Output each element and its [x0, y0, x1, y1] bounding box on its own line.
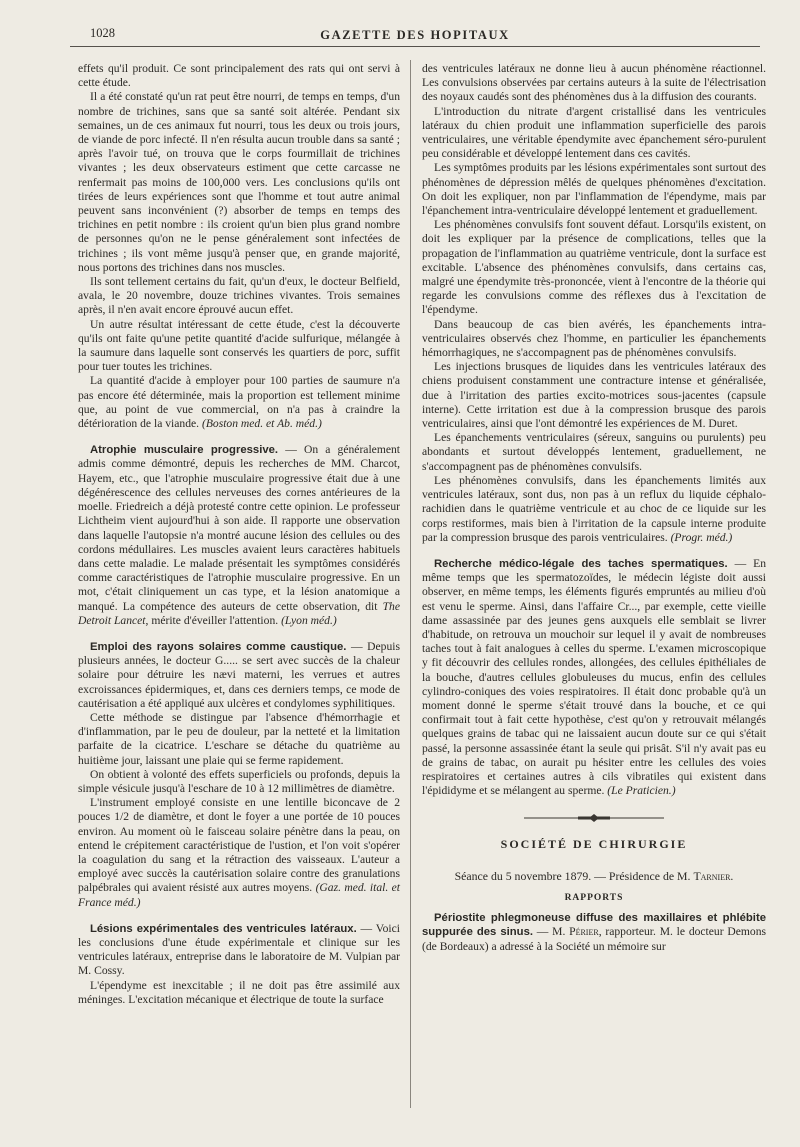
- paragraph: des ventricules latéraux ne donne lieu à aucun phénomène réactionnel. Les convulsions observées par certains auteurs à la suite de l'électrisation des noyaux caudés sont des phénomènes dus à la diffusion des courants.: [422, 62, 766, 104]
- paragraph: Les phénomènes convulsifs font souvent défaut. Lorsqu'ils existent, on doit les expliquer par la présence de complications, telles que la propagation de l'inflammation au quatrième ventricule, dont la surface est excitable. L'absence des phénomènes convulsifs, dans certains cas, malgré une épendymite très-prononcée, vient à l'encontre de la théorie qui regarde les convulsions comme des réflexes dus à l'excitation de l'épendyme.: [422, 218, 766, 317]
- left-column: [78, 62, 400, 1007]
- paragraph: Les injections brusques de liquides dans les ventricules latéraux des chiens produisent constamment une contracture intense et généralisée, due à l'irritation des parties excito-motrices sous-jacentes (capsule interne). Cette irritation est due à la compression brusque des parois ventriculaires, ainsi que l'ont démontré les expériences de M. Duret.: [422, 360, 766, 431]
- paragraph-text: La quantité d'acide à employer pour 100 parties de saumure n'a pas encore été déterminée, mais la proportion est tellement minime que, au point de vue commercial, on n'a pas à craindre la détérioration de la viande.: [78, 374, 400, 431]
- article-text: — Voici les conclusions d'une étude expérimentale et clinique sur les ventricules latéraux, entreprise dans le laboratoire de M. Vulpian par M. Cossy.: [78, 921, 400, 978]
- article-title: Emploi des rayons solaires comme caustique.: [90, 640, 347, 653]
- paragraph: [78, 374, 400, 431]
- column-divider: [410, 60, 411, 1108]
- paragraph: effets qu'il produit. Ce sont principalement des rats qui ont servi à cette étude.: [78, 62, 400, 90]
- journal-name: The Detroit Lancet: [78, 599, 400, 627]
- subsection-label: RAPPORTS: [564, 892, 624, 903]
- article-paragraph: [78, 640, 400, 711]
- source-citation: (Boston med. et Ab. méd.): [201, 417, 322, 431]
- article-paragraph: [78, 922, 400, 979]
- paragraph: Les épanchements ventriculaires (séreux, sanguins ou purulents) peu abondants et surtout développés lentement, graduellement, ne s'accompagnent pas de phénomènes convulsifs.: [422, 431, 766, 473]
- right-column: [422, 62, 766, 954]
- paragraph: Il a été constaté qu'un rat peut être nourri, de temps en temps, d'un nombre de trichines, sans que sa santé soit altérée. Pendant six semaines, un de ces animaux fut nourri, tous les deux ou trois jours, de viande de porc infecté. Il n'en résulta aucun trouble dans sa santé ; après l'avoir tué, on trouva que le corps fourmillait de trichines vivantes ; les deux observateurs estiment que cette carcasse ne renfermait pas moins de 100,000 vers. Les conclusions qu'ils ont tirées de leurs expériences sont que l'homme et tout autre animal peuvent sans inconvénient (?) absorber de temps en temps des trichines en petit nombre : ils croient qu'un bien plus grand nombre de personnes qu'on ne le pense généralement sont infectées de trichines ; ils vont même jusqu'à penser que, en grande majorité, nous portons des trichines dans nos muscles.: [78, 90, 400, 274]
- paragraph: [422, 474, 766, 545]
- source-citation: (Lyon méd.): [281, 613, 337, 627]
- paragraph: Ils sont tellement certains du fait, qu'un d'eux, le docteur Belfield, avala, le 20 novembre, douze trichines vivantes. Trois semaines après, il n'en avait encore éprouvé aucun effet.: [78, 275, 400, 317]
- section-heading: SOCIÉTÉ DE CHIRURGIE: [500, 836, 688, 851]
- ornament-rule-icon: [524, 814, 664, 822]
- session-end: .: [730, 868, 734, 883]
- article-atrophie: [78, 443, 400, 628]
- article-paragraph: [422, 557, 766, 798]
- source-citation: (Gaz. med. ital. et France méd.): [78, 881, 400, 909]
- paragraph: L'épendyme est inexcitable ; il ne doit pas être assimilé aux méninges. L'excitation mécanique et électrique de toute la surface: [78, 978, 400, 1006]
- page-header: [70, 22, 760, 46]
- journal-title: GAZETTE DES HOPITAUX: [320, 28, 510, 42]
- source-citation: (Progr. méd.): [670, 530, 733, 544]
- article-rayons-solaires: [78, 640, 400, 910]
- paragraph-text: Les phénomènes convulsifs, dans les épanchements limités aux ventricules latéraux, sont dus, non pas à un reflux du liquide céphalo-rachidien dans le quatrième ventricule et au choc de ce liquide sur les corps restiformes, mais bien à l'irritation de la capsule interne produite par la compression brusque des parois ventriculaires.: [422, 473, 766, 544]
- paragraph: L'introduction du nitrate d'argent cristallisé dans les ventricules latéraux du chien produit une inflammation superficielle des parois ventriculaires, une véritable épendymite avec épanchement séro-purulent peu considérable et développé lentement dans ces cavités.: [422, 104, 766, 161]
- article-title: Périostite phlegmoneuse diffuse des maxillaires et phlébite suppurée des sinus.: [422, 912, 766, 939]
- paragraph: Cette méthode se distingue par l'absence d'hémorrhagie et d'inflammation, par le peu de douleur, par la netteté et la limitation parfaite de la cicatrice. L'eschare se détache du quatrième au huitième jour, laissant une plaie qui se ferme rapidement.: [78, 710, 400, 767]
- article-text: — Depuis plusieurs années, le docteur G..... se sert avec succès de la chaleur solaire pour détruire les nævi materni, les verrues et autres excroissances épidermiques, et, dans ces derniers temps, ce mode de cautérisation a été appliqué aux ulcères et condylomes syphilitiques.: [78, 639, 400, 710]
- article-text: , rapporteur. M. le docteur Demons (de Bordeaux) a adressé à la Société un mémoire sur: [422, 925, 766, 953]
- section-ornament: [422, 812, 766, 826]
- paragraph: Les symptômes produits par les lésions expérimentales sont surtout des phénomènes de dépression mêlés de quelques phénomènes d'excitation. On doit les expliquer, non par l'inflammation de l'épendyme, mais par l'épanchement intra-ventriculaire développé lentement et graduellement.: [422, 161, 766, 218]
- header-rule: [70, 46, 760, 47]
- article-title: Recherche médico-légale des taches spermatiques.: [434, 557, 728, 570]
- article-text: — On a généralement admis comme démontré, depuis les recherches de MM. Charcot, Hayem, etc., que l'atrophie musculaire progressive était due à une dégénérescence des cellules nerveuses des cornes antérieures de la moelle. Friedreich a déjà protesté contre cette opinion. Le professeur Lichtheim vient aujourd'hui à son aide. Il rapporte une observation dans laquelle l'autopsie n'a montré aucune lésion des cellules ou des cordons médullaires. Les muscles avaient leurs caractères habituels dans cette maladie. Le malade présentait les symptômes considérés comme caractéristiques de l'atrophie musculaire progressive. En un mot, c'était cliniquement un cas type, et la lésion anatomique a manqué. La compétence des auteurs de cette observation, dit: [78, 443, 400, 613]
- article-text: — En même temps que les spermatozoïdes, le médecin légiste doit aussi observer, en même temps, les éléments figurés empruntés au milieu d'où est venu le sperme. Ainsi, dans l'affaire Cr..., par exemple, cette vieille dame assassinée par des jeunes gens auxquels elle semblait se livrer d'habitude, on retrouva un mouchoir sur lequel il y avait de nombreuses taches tout à fait analogues à celles du sperme. L'examen microscopique y fit découvrir des cellules rondes, allongées, des cellules épithéliales de la bouche, d'autres cellules globuleuses du mucus, enfin des cellules cylindro-coniques des voies respiratoires. Il était donc probable qu'à un moment donné le sperme s'était trouvé dans la bouche, et ce qui confirmait tout à fait cette hypothèse, c'est qu'on y retrouvait mélangés quelques grains de tabac qui ne laissaient aucun doute sur ce qui s'était passé, la personne assassinée étant la seule qui prisât. S'il n'y avait pas eu de grains de tabac, on aurait pu hésiter entre les cellules des voies respiratoires et certaines autres à cils vibratiles qui existent dans l'épididyme et se mélangent au sperme.: [422, 556, 766, 798]
- article-ventricules: [78, 922, 400, 1007]
- paragraph: On obtient à volonté des effets superficiels ou profonds, depuis la simple vésicule jusqu'à l'eschare de 10 à 12 millimètres de diamètre.: [78, 767, 400, 795]
- session-line: [422, 869, 766, 883]
- session-text: Séance du 5 novembre 1879. — Présidence de M.: [454, 868, 694, 883]
- paragraph-text: L'instrument employé consiste en une lentille biconcave de 2 pouces 1/2 de diamètre, et dont le foyer a une portée de 10 pouces environ. Au moment où le faisceau solaire pénètre dans la peau, on entend le crépitement caractéristique de l'ustion, et l'on voit s'opérer la coagulation du sang et la rétraction des vaisseaux. L'auteur a employé avec succès la cautérisation solaire contre des granulations palpébrales qui avaient résisté aux autres moyens.: [78, 796, 400, 895]
- article-paragraph: [78, 443, 400, 628]
- paragraph: Un autre résultat intéressant de cette étude, c'est la découverte qu'ils ont faite qu'une petite quantité d'acide sulfurique, mélangée à la saumure dans laquelle sont conservés les quartiers de porc, suffit pour tuer toutes les trichines.: [78, 317, 400, 374]
- reporter-name: Périer: [569, 925, 599, 939]
- article-text: , mérite d'éveiller l'attention.: [145, 613, 279, 627]
- source-citation: (Le Praticien.): [607, 784, 676, 798]
- article-paragraph: [422, 911, 766, 954]
- article-text: — M.: [533, 925, 570, 939]
- paragraph: [78, 796, 400, 910]
- paragraph: Dans beaucoup de cas bien avérés, les épanchements intra-ventriculaires observés chez l'homme, en particulier les épanchements hémorrhagiques, ne s'accompagnent pas de phénomènes convulsifs.: [422, 317, 766, 360]
- article-title: Atrophie musculaire progressive.: [90, 444, 279, 457]
- article-taches-spermatiques: [422, 557, 766, 798]
- president-name: Tarnier: [693, 868, 731, 883]
- article-title: Lésions expérimentales des ventricules latéraux.: [90, 922, 357, 935]
- page-number: 1028: [90, 26, 115, 40]
